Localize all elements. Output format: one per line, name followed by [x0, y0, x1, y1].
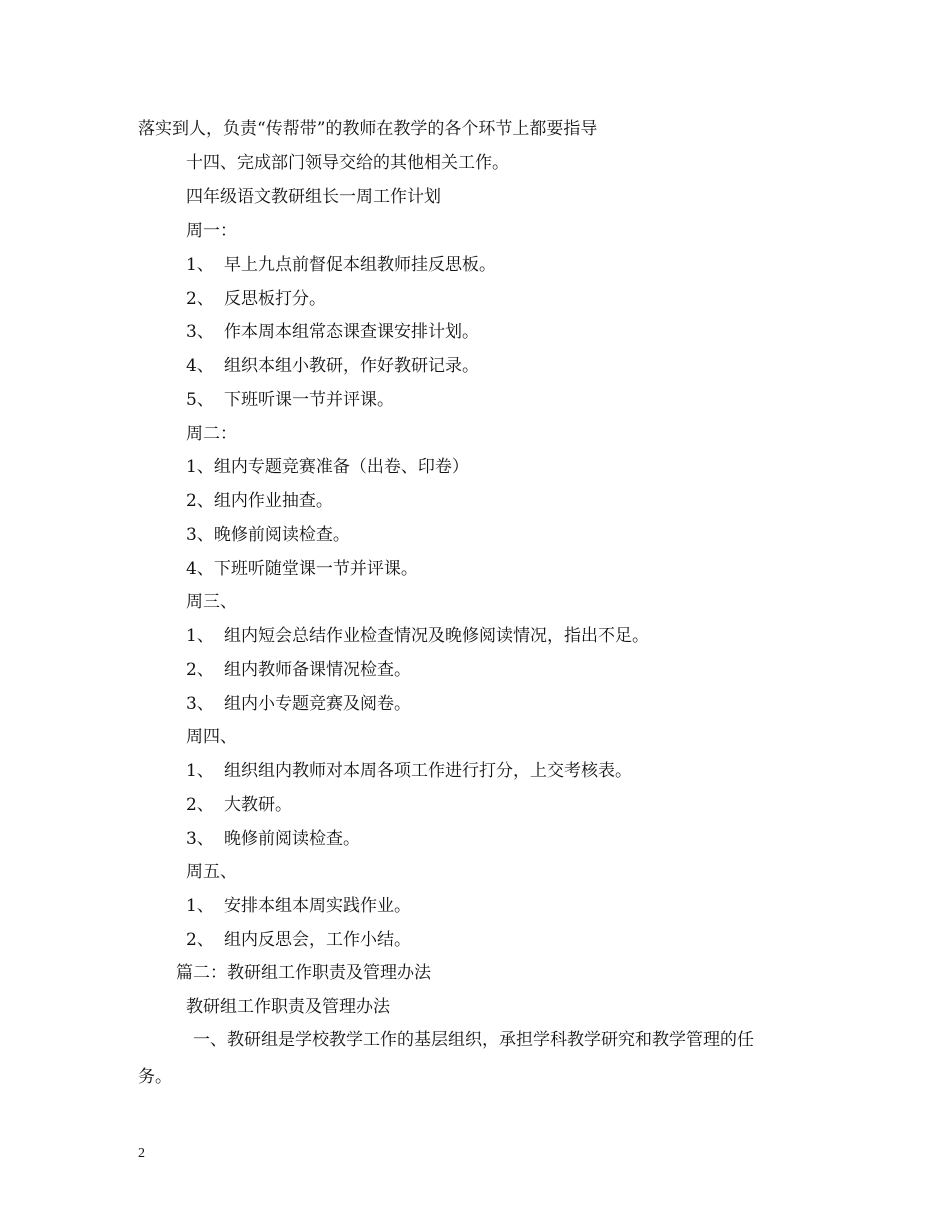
page-number: 2 — [138, 1146, 145, 1161]
chapter-title: 教研组工作职责及管理办法 — [186, 997, 390, 1017]
list-text: 组内教师备课情况检查。 — [224, 660, 411, 680]
list-number: 1、 — [186, 255, 214, 275]
paragraph-line: 一、教研组是学校教学工作的基层组织，承担学科教学研究和教学管理的任 — [193, 1030, 754, 1050]
list-number: 2、 — [186, 660, 214, 680]
list-item — [186, 389, 394, 411]
list-text: 晚修前阅读检查。 — [224, 829, 360, 849]
list-number: 1、 — [186, 896, 214, 916]
list-text: 大教研。 — [224, 795, 292, 815]
list-item — [186, 828, 360, 850]
list-number: 2、 — [186, 930, 214, 950]
list-item — [186, 760, 632, 782]
list-text: 作本周本组常态课查课安排计划。 — [224, 322, 479, 342]
day-heading: 周二： — [186, 424, 237, 444]
list-item — [186, 321, 479, 343]
list-text: 组内反思会，工作小结。 — [224, 930, 411, 950]
list-number: 4、 — [186, 356, 214, 376]
list-item — [186, 929, 411, 951]
list-text: 组织组内教师对本周各项工作进行打分，上交考核表。 — [224, 761, 632, 781]
list-text: 组内小专题竞赛及阅卷。 — [224, 694, 411, 714]
list-number: 1、 — [186, 626, 214, 646]
list-item — [186, 895, 411, 917]
list-item: 3、晚修前阅读检查。 — [186, 525, 350, 545]
paragraph-line: 务。 — [138, 1067, 172, 1087]
list-text: 组织本组小教研，作好教研记录。 — [224, 356, 479, 376]
list-item: 1、组内专题竞赛准备（出卷、印卷） — [186, 457, 469, 477]
list-item — [186, 659, 411, 681]
section-heading: 四年级语文教研组长一周工作计划 — [186, 187, 441, 207]
list-number: 2、 — [186, 795, 214, 815]
day-heading: 周五、 — [186, 862, 237, 882]
list-item — [186, 355, 479, 377]
list-number: 3、 — [186, 322, 214, 342]
list-text: 安排本组本周实践作业。 — [224, 896, 411, 916]
day-heading: 周三、 — [186, 592, 237, 612]
text-line: 十四、完成部门领导交给的其他相关工作。 — [186, 153, 509, 173]
list-text: 反思板打分。 — [224, 289, 326, 309]
list-number: 1、 — [186, 761, 214, 781]
list-text: 组内短会总结作业检查情况及晚修阅读情况，指出不足。 — [224, 626, 649, 646]
list-number: 3、 — [186, 829, 214, 849]
list-number: 5、 — [186, 390, 214, 410]
day-heading: 周一： — [186, 221, 237, 241]
list-item: 4、下班听随堂课一节并评课。 — [186, 559, 418, 579]
list-item — [186, 693, 411, 715]
day-heading: 周四、 — [186, 727, 237, 747]
list-text: 早上九点前督促本组教师挂反思板。 — [224, 255, 496, 275]
list-item: 2、组内作业抽查。 — [186, 491, 333, 511]
list-item — [186, 254, 496, 276]
list-item — [186, 625, 649, 647]
list-text: 下班听课一节并评课。 — [224, 390, 394, 410]
chapter-heading: 篇二：教研组工作职责及管理办法 — [176, 963, 431, 983]
list-number: 2、 — [186, 289, 214, 309]
list-item — [186, 794, 292, 816]
text-line: 落实到人，负责“传帮带”的教师在教学的各个环节上都要指导 — [138, 119, 598, 139]
list-item — [186, 288, 326, 310]
list-number: 3、 — [186, 694, 214, 714]
